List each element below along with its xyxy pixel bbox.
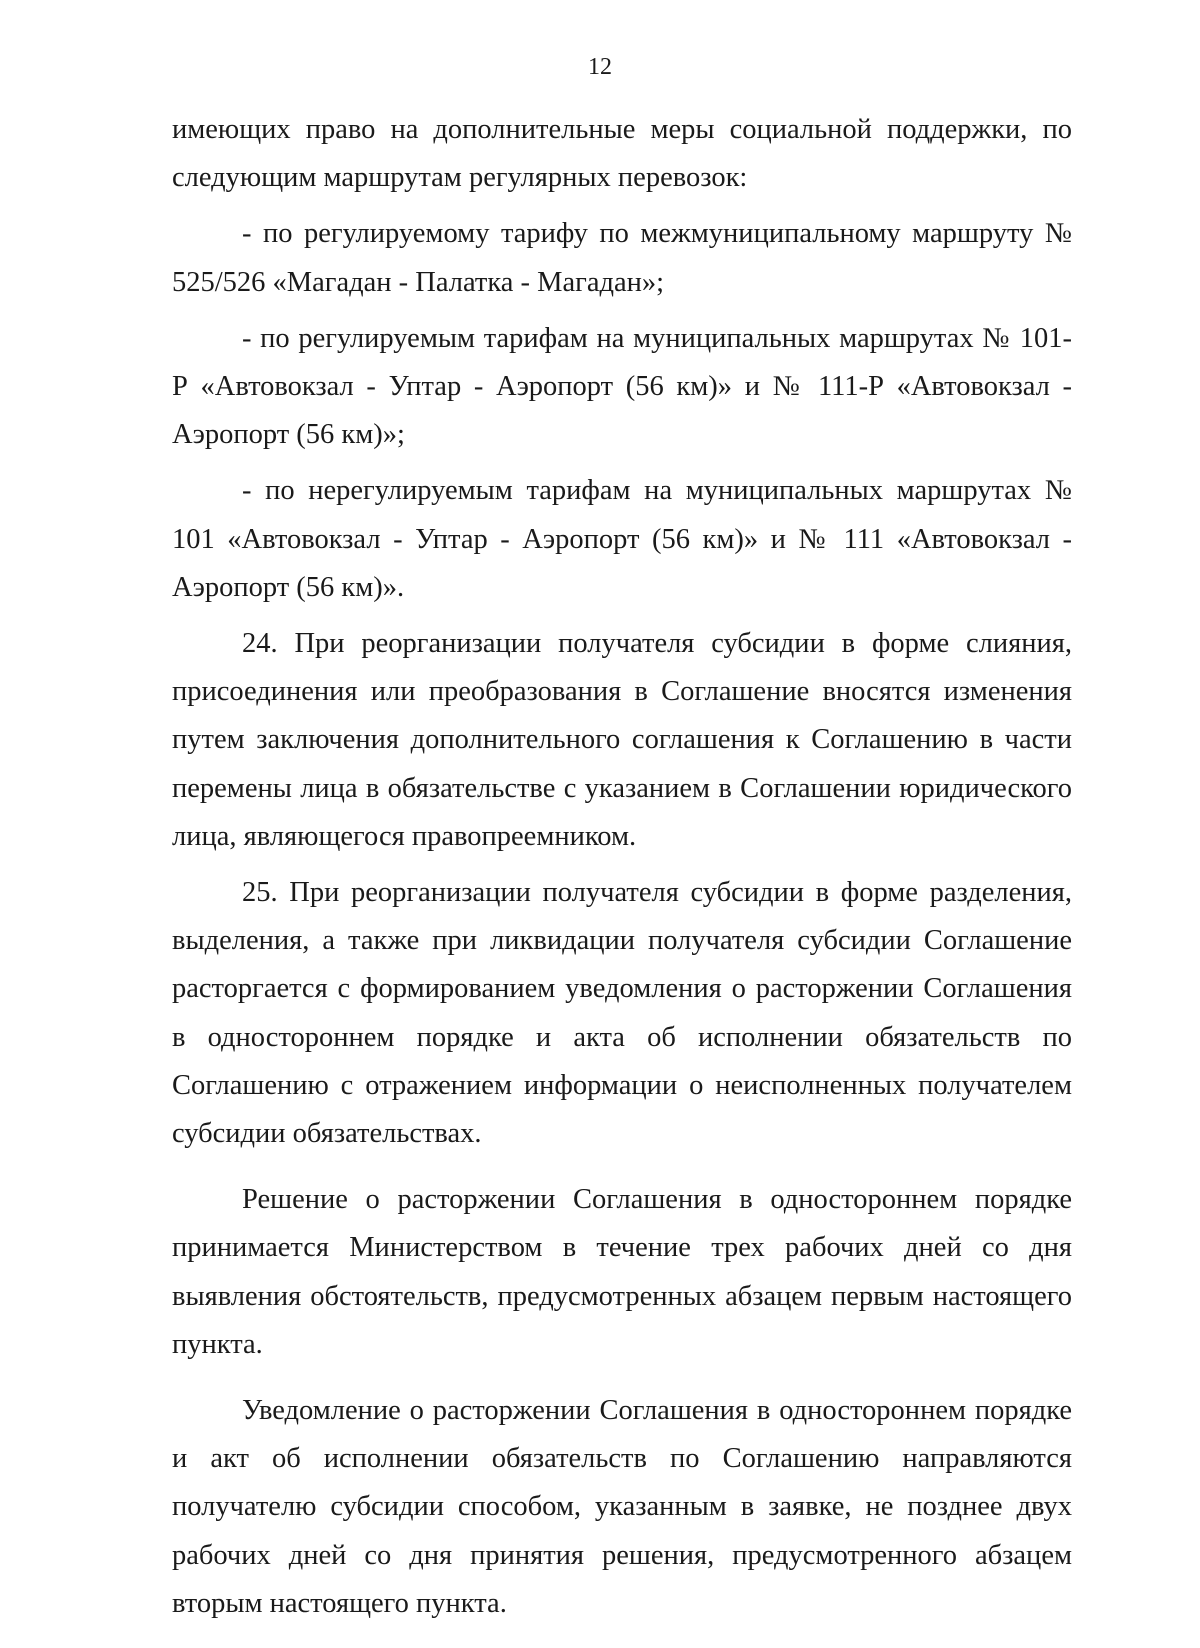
paragraph-routes-regulated: - по регулируемым тарифам на муниципальных маршрутах № 101-Р «Автовокзал - Уптар - Аэропорт (56 км)» и № 111-Р «Автовокзал - Аэропорт (56 км)»; bbox=[172, 322, 1072, 451]
document-body bbox=[172, 106, 1072, 1628]
paragraph-item-25: 25. При реорганизации получателя субсидии в форме разделения, выделения, а также при ликвидации получателя субсидии Соглашение расторгается с формированием уведомления о расторжении Соглашения в одностороннем порядке и акта об исполнении обязательств по Соглашению с отражением информации о неисполненных получателем субсидии обязательствах. bbox=[172, 877, 1072, 1150]
paragraph-termination-decision: Решение о расторжении Соглашения в одностороннем порядке принимается Министерством в течение трех рабочих дней со дня выявления обстоятельств, предусмотренных абзацем первым настоящего пункта. bbox=[172, 1184, 1072, 1360]
paragraph-continuation: имеющих право на дополнительные меры социальной поддержки, по следующим маршрутам регулярных перевозок: bbox=[172, 114, 1072, 194]
paragraph-route-525-526: - по регулируемому тарифу по межмуниципальному маршруту № 525/526 «Магадан - Палатка - Магадан»; bbox=[172, 218, 1072, 298]
paragraph-termination-notice: Уведомление о расторжении Соглашения в одностороннем порядке и акт об исполнении обязательств по Соглашению направляются получателю субсидии способом, указанным в заявке, не позднее двух рабочих дней со дня принятия решения, предусмотренного абзацем вторым настоящего пункта. bbox=[172, 1395, 1072, 1619]
page-number: 12 bbox=[588, 54, 612, 80]
paragraph-routes-unregulated: - по нерегулируемым тарифам на муниципальных маршрутах № 101 «Автовокзал - Уптар - Аэропорт (56 км)» и № 111 «Автовокзал - Аэропорт (56 км)». bbox=[172, 475, 1072, 603]
paragraph-item-24: 24. При реорганизации получателя субсидии в форме слияния, присоединения или преобразования в Соглашение вносятся изменения путем заключения дополнительного соглашения к Соглашению в части перемены лица в обязательстве с указанием в Соглашении юридического лица, являющегося правопреемником. bbox=[172, 628, 1072, 852]
